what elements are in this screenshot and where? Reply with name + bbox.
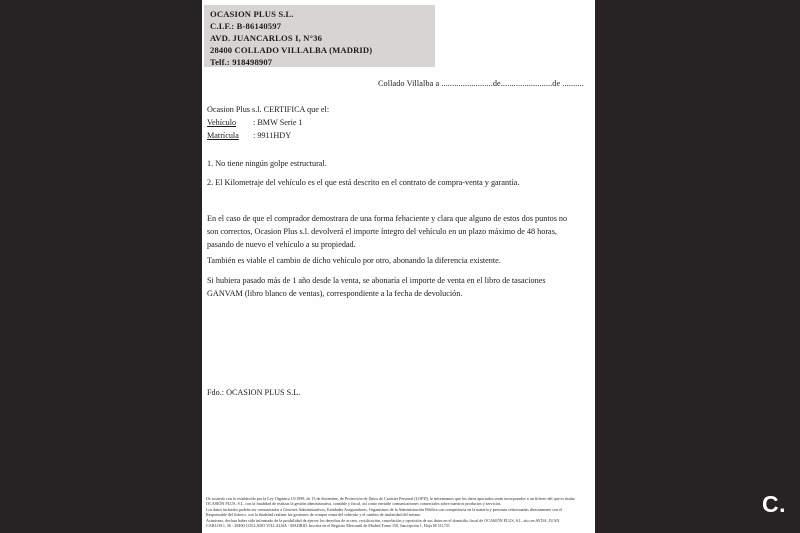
ganvam-paragraph <box>207 275 546 301</box>
refund-paragraph-line: son correctos, Ocasion Plus s.l. devolverá el importe íntegro del vehículo en un plazo máximo de 48 horas, <box>207 226 557 236</box>
plate-value: : 9911HDY <box>253 131 292 140</box>
vehicle-value: : BMW Serie 1 <box>253 118 303 127</box>
plate-row <box>207 131 291 140</box>
vehicle-row <box>207 118 303 127</box>
coches-logo: C. <box>762 491 786 517</box>
ganvam-paragraph-line: GANVAM (libro blanco de ventas), correspondiente a la fecha de devolución. <box>207 288 463 298</box>
legal-footer-line: De acuerdo con lo establecido por la Ley Orgánica 15/1999, de 13 de diciembre, de Protección de Datos de Carácter Personal (LOPD), le informamos que los datos aportados serán incorporados a un fichero del que es titular <box>206 496 575 501</box>
date-line: Collado Villalba a ........................de........................de .......... <box>378 79 584 88</box>
company-phone: Telf.: 918498907 <box>210 56 273 67</box>
legal-footer-line: Responsable del fichero, con la finalidad realizar las gestiones de compra venta del vehículo y el cambio de titularidad del mismo. <box>206 512 421 518</box>
company-cif: C.I.F.: B-86140597 <box>210 20 282 31</box>
legal-footer <box>206 496 595 529</box>
condition-point-2: 2. El Kilometraje del vehículo es el que está descrito en el contrato de compra-venta y garantía. <box>207 178 520 187</box>
condition-point-1: 1. No tiene ningún golpe estructural. <box>207 159 327 168</box>
ganvam-paragraph-line: Si hubiera pasado más de 1 año desde la venta, se abonaría el importe de venta en el libro de tasaciones <box>207 276 546 285</box>
company-address: AVD. JUANCARLOS I, N°36 <box>210 32 323 43</box>
plate-label: Matrícula <box>207 131 239 140</box>
legal-footer-line: Los datos incluidos podrán ser comunicados a Gestores Administrativos, Entidades Aseguradoras, Organismos de la Administración Pública con competencia en la materia y personas relacionadas directamente con el <box>206 506 563 512</box>
refund-paragraph <box>207 213 567 252</box>
exchange-paragraph: También es viable el cambio de dicho vehículo por otro, abonando la diferencia existente. <box>207 256 501 265</box>
refund-paragraph-line: En el caso de que el comprador demostrara de una forma fehaciente y clara que alguno de estos dos puntos no <box>207 214 568 223</box>
certifica-intro: Ocasion Plus s.l. CERTIFICA que el: <box>207 105 330 114</box>
document-page <box>202 0 595 533</box>
vehicle-label: Vehículo <box>207 118 237 127</box>
legal-footer-line: OCASIÓN PLUS, S.L. con la finalidad de realizar la gestión administrativa, contable y fiscal, así como enviarle comunicaciones comerciales sobre nuestros productos y servicios. <box>206 501 502 507</box>
company-city: 28400 COLLADO VILLALBA (MADRID) <box>210 44 373 55</box>
legal-footer-line: CARLOS I, 36 - 28400 COLLADO VILLALBA - MADRID. Inscrita en el Registro Mercantil de Madrid Tomo 150, Inscripción 1, Hoja M 511731 <box>206 523 450 529</box>
legal-footer-line: Asimismo, declara haber sido informado de la posibilidad de ejercer los derechos de acceso, rectificación, cancelación y oposición de sus datos en el domicilio fiscal de OCASIÓN PLUS, S.L. sito en AVDA. JUAN <box>206 517 560 523</box>
refund-paragraph-line: pasando de nuevo el vehículo a su propiedad. <box>207 239 356 249</box>
signature-line: Fdo.: OCASION PLUS S.L. <box>207 388 301 397</box>
company-header-block <box>204 5 435 67</box>
company-name: OCASION PLUS S.L. <box>210 9 294 19</box>
